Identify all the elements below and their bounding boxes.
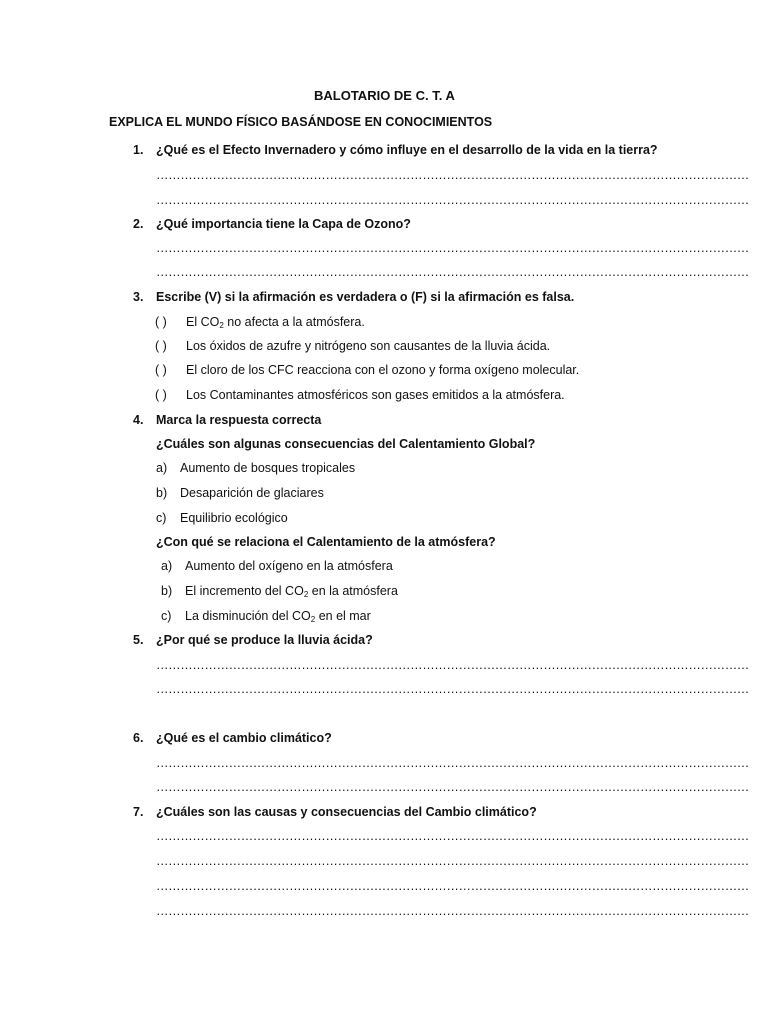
question-3-number: 3. <box>133 290 144 304</box>
statement-4: Los Contaminantes atmosféricos son gases emitidos a la atmósfera. <box>186 388 565 402</box>
option-label: b) <box>161 584 173 598</box>
answer-line: ………………………………………………………………………………………………………………………………… <box>156 829 749 843</box>
question-5-text: ¿Por qué se produce la lluvia ácida? <box>156 633 373 647</box>
statement-1: El $CO_2$ no afecta a la atmósfera. <box>186 315 365 330</box>
answer-line: ………………………………………………………………………………………………………………………………… <box>156 241 749 255</box>
question-1-number: 1. <box>133 143 144 157</box>
question-4-text: Marca la respuesta correcta <box>156 413 322 427</box>
answer-line: ………………………………………………………………………………………………………………………………… <box>156 854 749 868</box>
question-4-subquestion-2: ¿Con qué se relaciona el Calentamiento de la atmósfera? <box>156 535 496 549</box>
option-label: c) <box>161 609 172 623</box>
answer-line: ………………………………………………………………………………………………………………………………… <box>156 265 749 279</box>
option-label: b) <box>156 486 168 500</box>
answer-line: ………………………………………………………………………………………………………………………………… <box>156 904 749 918</box>
option-label: a) <box>156 461 168 475</box>
answer-line: ………………………………………………………………………………………………………………………………… <box>156 682 749 696</box>
option-text: Aumento de bosques tropicales <box>180 461 356 475</box>
option-text: Aumento del oxígeno en la atmósfera <box>185 559 393 573</box>
section-heading: EXPLICA EL MUNDO FÍSICO BASÁNDOSE EN CONOCIMIENTOS <box>109 115 493 129</box>
option-text: Equilibrio ecológico <box>180 511 288 525</box>
question-4-subquestion-1: ¿Cuáles son algunas consecuencias del Calentamiento Global? <box>156 437 536 451</box>
question-4-number: 4. <box>133 413 144 427</box>
question-2-number: 2. <box>133 217 144 231</box>
question-7-text: ¿Cuáles son las causas y consecuencias del Cambio climático? <box>156 805 537 819</box>
true-false-box: ( ) <box>155 339 167 353</box>
answer-line: ………………………………………………………………………………………………………………………………… <box>156 879 749 893</box>
question-5-number: 5. <box>133 633 144 647</box>
option-text: La disminución del $CO_2$ en el mar <box>185 609 371 624</box>
option-text: El incremento del $CO_2$ en la atmósfera <box>185 584 398 599</box>
statement-2: Los óxidos de azufre y nitrógeno son causantes de la lluvia ácida. <box>186 339 551 353</box>
question-6-text: ¿Qué es el cambio climático? <box>156 731 332 745</box>
true-false-box: ( ) <box>155 315 167 329</box>
question-1-text: ¿Qué es el Efecto Invernadero y cómo influye en el desarrollo de la vida en la tierra? <box>156 143 658 157</box>
document-title: BALOTARIO DE C. T. A <box>314 88 455 103</box>
answer-line: ………………………………………………………………………………………………………………………………… <box>156 193 749 207</box>
answer-line: ………………………………………………………………………………………………………………………………… <box>156 756 749 770</box>
option-label: c) <box>156 511 167 525</box>
statement-3: El cloro de los CFC reacciona con el ozono y forma oxígeno molecular. <box>186 363 580 377</box>
option-text: Desaparición de glaciares <box>180 486 324 500</box>
question-6-number: 6. <box>133 731 144 745</box>
true-false-box: ( ) <box>155 388 167 402</box>
true-false-box: ( ) <box>155 363 167 377</box>
answer-line: ………………………………………………………………………………………………………………………………… <box>156 168 749 182</box>
answer-line: ………………………………………………………………………………………………………………………………… <box>156 658 749 672</box>
question-7-number: 7. <box>133 805 144 819</box>
answer-line: ………………………………………………………………………………………………………………………………… <box>156 780 749 794</box>
option-label: a) <box>161 559 173 573</box>
question-3-text: Escribe (V) si la afirmación es verdadera o (F) si la afirmación es falsa. <box>156 290 575 304</box>
question-2-text: ¿Qué importancia tiene la Capa de Ozono? <box>156 217 411 231</box>
